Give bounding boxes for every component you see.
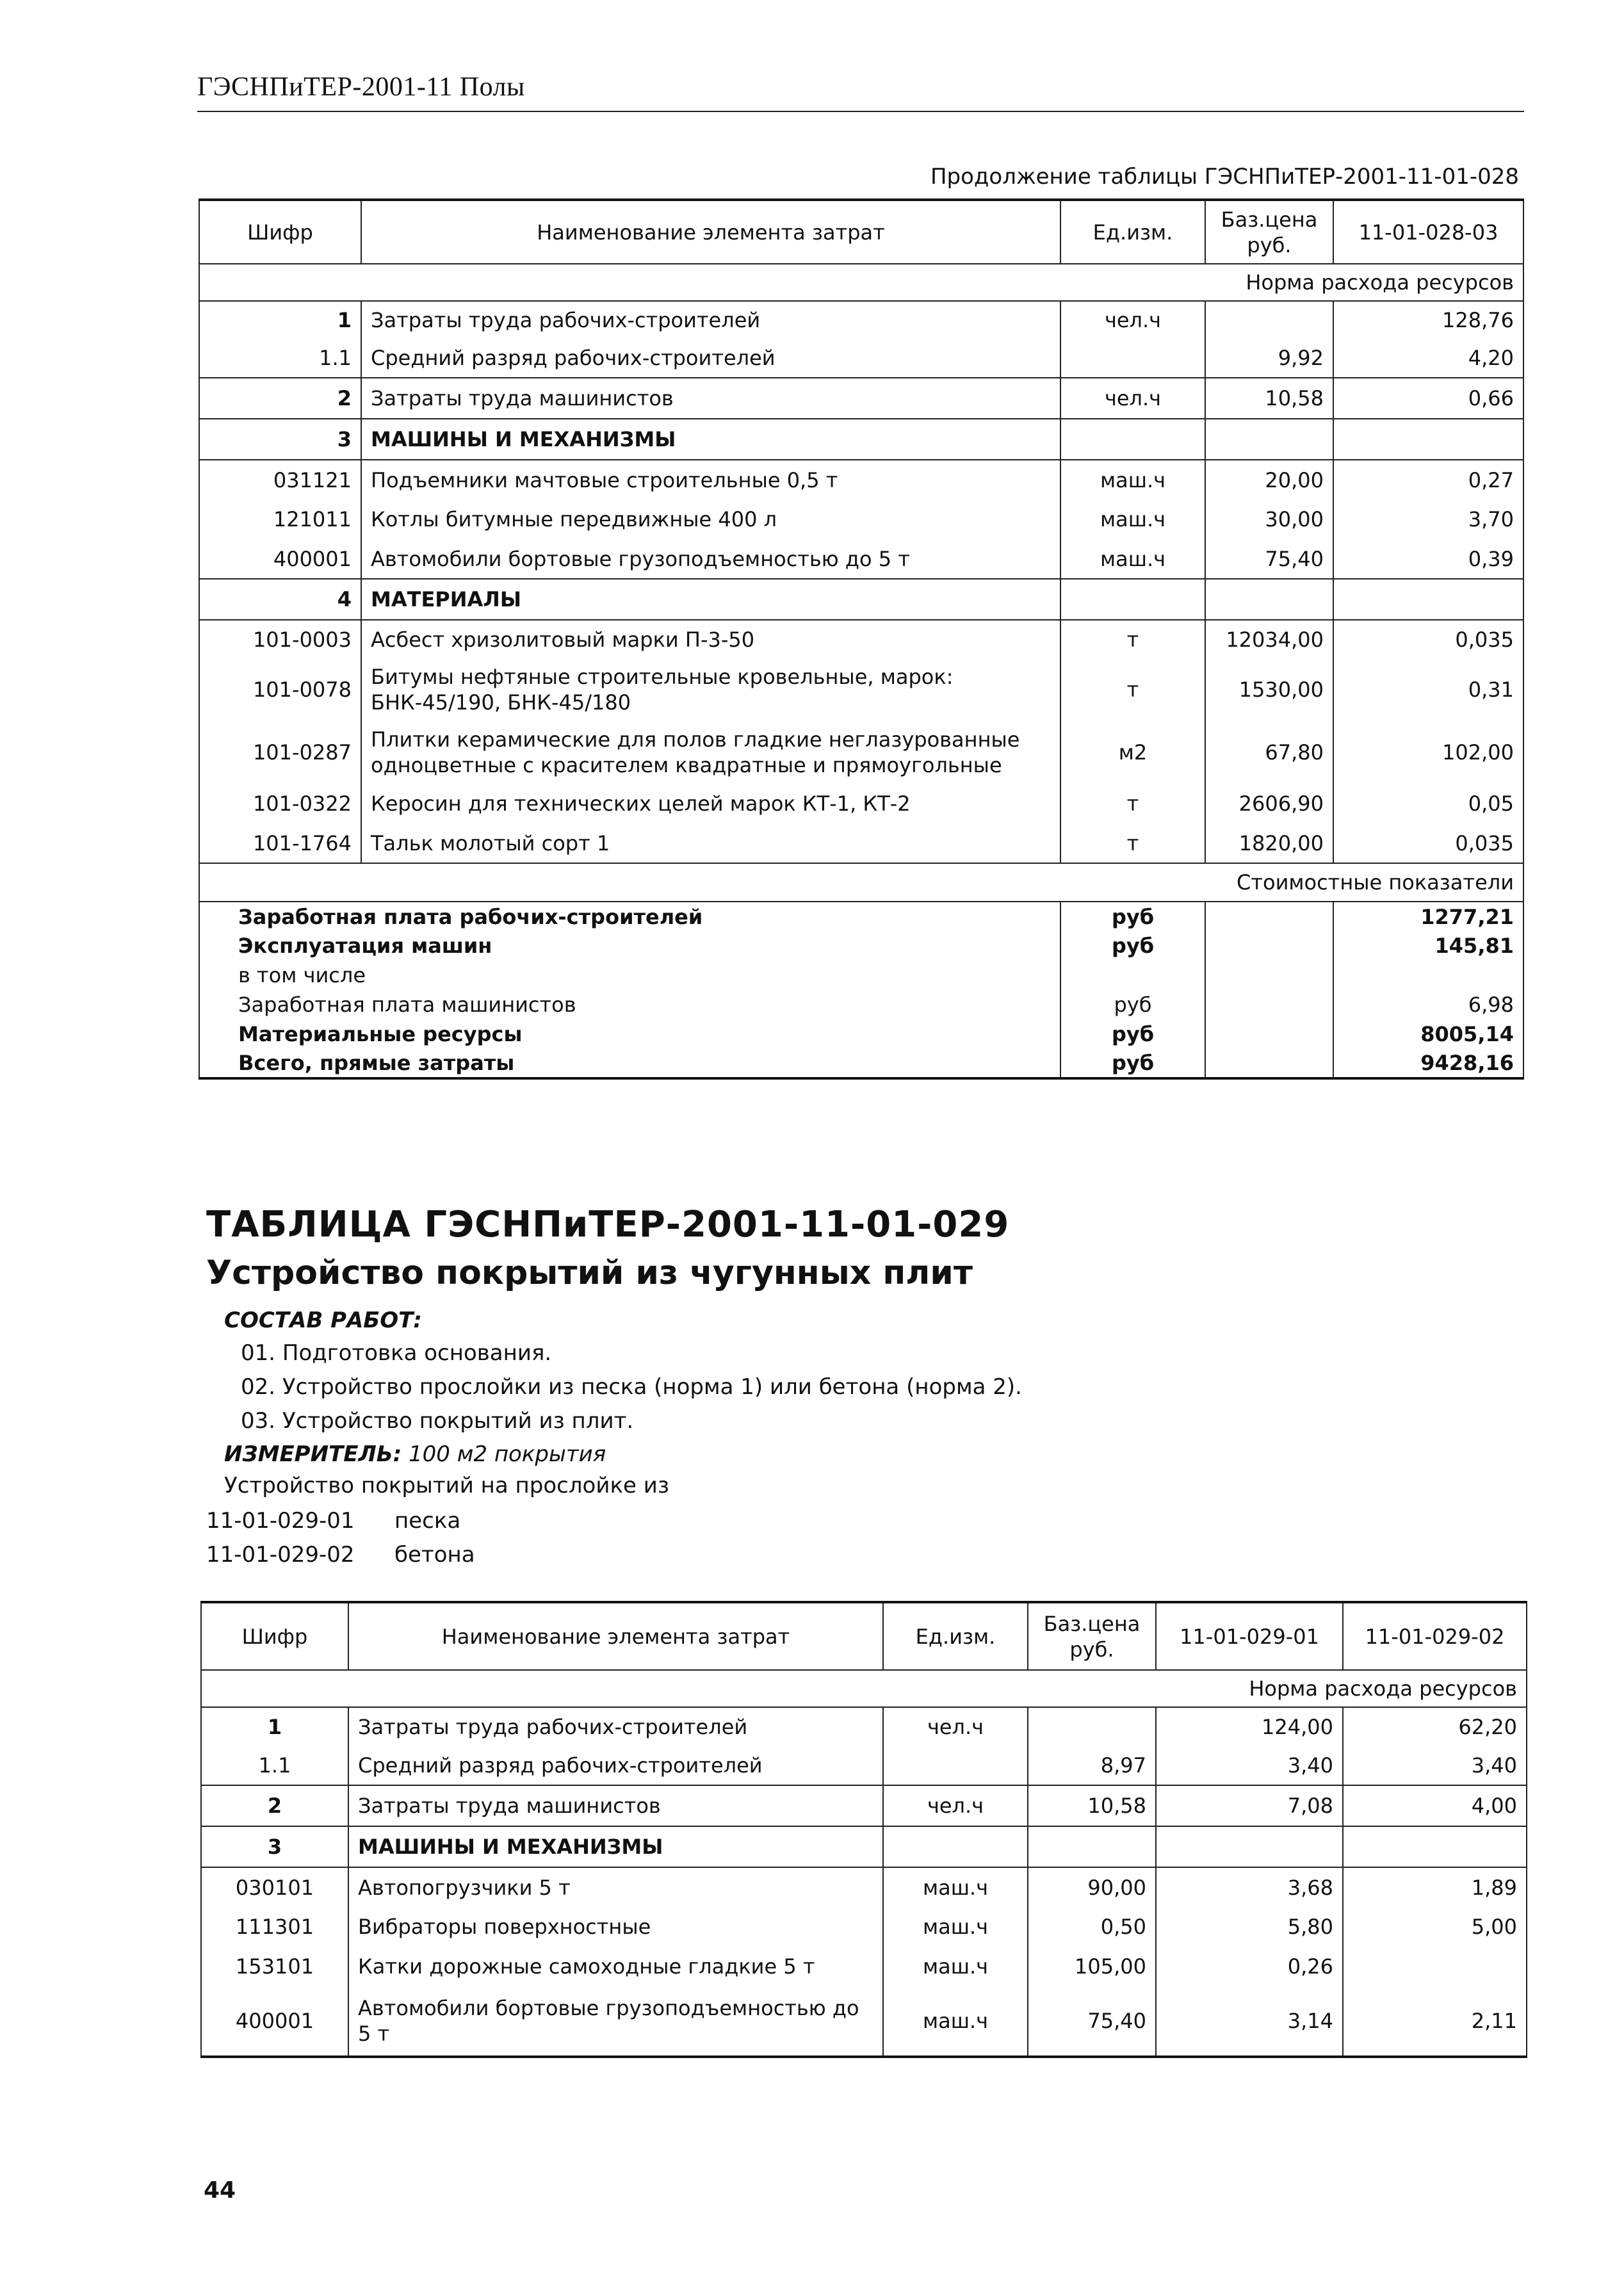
work-item: 01. Подготовка основания. xyxy=(241,1340,552,1366)
header-code: Шифр xyxy=(201,1602,348,1670)
row-code: 1.1 xyxy=(201,1746,348,1785)
cost-unit: руб xyxy=(1060,1019,1205,1049)
row-price: 10,58 xyxy=(1205,378,1333,419)
norm-caption-row xyxy=(201,1670,1527,1707)
table-title: ТАБЛИЦА ГЭСНПиТЕР-2001-11-01-029 xyxy=(206,1204,1010,1245)
cost-empty xyxy=(1205,1049,1333,1078)
page-number: 44 xyxy=(204,2177,236,2203)
row-name: Катки дорожные самоходные гладкие 5 т xyxy=(348,1947,883,1986)
row-price: 1820,00 xyxy=(1205,823,1333,863)
header-price: Баз.цена руб. xyxy=(1028,1602,1156,1670)
resource-table-029 xyxy=(200,1601,1527,2058)
cost-name: Заработная плата машинистов xyxy=(199,990,1060,1019)
table-row xyxy=(199,338,1523,378)
row-code: 111301 xyxy=(201,1907,348,1947)
row-norm-2: 2,11 xyxy=(1343,1986,1527,2057)
row-norm-1: 3,68 xyxy=(1156,1867,1343,1907)
meter-value: 100 м2 покрытия xyxy=(409,1441,606,1467)
row-norm: 0,66 xyxy=(1333,378,1523,419)
row-price xyxy=(1028,1826,1156,1867)
row-unit: чел.ч xyxy=(883,1707,1028,1746)
row-code: 1.1 xyxy=(199,338,361,378)
cost-name: в том числе xyxy=(199,961,1060,990)
row-name: Средний разряд рабочих-строителей xyxy=(348,1746,883,1785)
norm-caption-row xyxy=(199,264,1523,301)
row-price: 30,00 xyxy=(1205,499,1333,539)
row-code: 121011 xyxy=(199,499,361,539)
variant-code: 11-01-029-02 xyxy=(206,1542,355,1568)
cost-unit: руб xyxy=(1060,902,1205,931)
table-row xyxy=(199,658,1523,721)
row-norm: 0,035 xyxy=(1333,620,1523,658)
row-norm-2 xyxy=(1343,1947,1527,1986)
row-price: 9,92 xyxy=(1205,338,1333,378)
row-code: 2 xyxy=(199,378,361,419)
row-name: Подъемники мачтовые строительные 0,5 т xyxy=(361,460,1060,499)
row-norm-1: 5,80 xyxy=(1156,1907,1343,1947)
table-row xyxy=(199,419,1523,460)
meter-line xyxy=(224,1441,606,1467)
table-row xyxy=(201,1907,1527,1947)
variants-intro: Устройство покрытий на прослойке из xyxy=(224,1473,669,1498)
row-name: Тальк молотый сорт 1 xyxy=(361,823,1060,863)
cost-value: 145,81 xyxy=(1333,931,1523,961)
row-name: Плитки керамические для полов гладкие неглазурованные одноцветные с красителем квадратные и прямоугольные xyxy=(361,721,1060,784)
table-row xyxy=(199,721,1523,784)
row-name: Керосин для технических целей марок КТ-1, КТ-2 xyxy=(361,784,1060,823)
variant-code: 11-01-029-01 xyxy=(206,1508,355,1534)
row-code: 3 xyxy=(199,419,361,460)
table-row xyxy=(199,539,1523,579)
row-name: МАТЕРИАЛЫ xyxy=(361,579,1060,620)
row-norm-2: 62,20 xyxy=(1343,1707,1527,1746)
cost-row xyxy=(199,1019,1523,1049)
header-unit: Ед.изм. xyxy=(1060,200,1205,264)
cost-row xyxy=(199,990,1523,1019)
row-code: 1 xyxy=(201,1707,348,1746)
row-norm: 0,05 xyxy=(1333,784,1523,823)
header-name: Наименование элемента затрат xyxy=(348,1602,883,1670)
row-code: 101-0322 xyxy=(199,784,361,823)
header-code: Шифр xyxy=(199,200,361,264)
table-row xyxy=(199,579,1523,620)
table-header xyxy=(199,200,1523,264)
row-code: 101-1764 xyxy=(199,823,361,863)
work-item: 03. Устройство покрытий из плит. xyxy=(241,1408,634,1434)
row-unit: чел.ч xyxy=(1060,301,1205,338)
variant-label: бетона xyxy=(394,1542,475,1568)
row-unit: т xyxy=(1060,823,1205,863)
row-unit: маш.ч xyxy=(883,1907,1028,1947)
row-norm-1: 0,26 xyxy=(1156,1947,1343,1986)
row-unit: т xyxy=(1060,784,1205,823)
header-norm-code-1: 11-01-029-01 xyxy=(1156,1602,1343,1670)
cost-unit xyxy=(1060,961,1205,990)
cost-name: Заработная плата рабочих-строителей xyxy=(199,902,1060,931)
table-row xyxy=(199,499,1523,539)
row-unit: т xyxy=(1060,620,1205,658)
row-unit: чел.ч xyxy=(1060,378,1205,419)
row-unit xyxy=(1060,579,1205,620)
row-name: Затраты труда рабочих-строителей xyxy=(348,1707,883,1746)
page-header: ГЭСНПиТЕР-2001-11 Полы xyxy=(197,72,525,102)
row-norm-2: 5,00 xyxy=(1343,1907,1527,1947)
cost-unit: руб xyxy=(1060,990,1205,1019)
row-price: 1530,00 xyxy=(1205,658,1333,721)
row-price xyxy=(1028,1707,1156,1746)
header-name: Наименование элемента затрат xyxy=(361,200,1060,264)
table-row xyxy=(201,1986,1527,2057)
row-name: Битумы нефтяные строительные кровельные, марок: БНК-45/190, БНК-45/180 xyxy=(361,658,1060,721)
header-price: Баз.цена руб. xyxy=(1205,200,1333,264)
row-price: 0,50 xyxy=(1028,1907,1156,1947)
row-code: 1 xyxy=(199,301,361,338)
row-name: Автомобили бортовые грузоподъемностью до 5 т xyxy=(361,539,1060,579)
table-row xyxy=(201,1746,1527,1785)
cost-empty xyxy=(1205,990,1333,1019)
row-code: 101-0287 xyxy=(199,721,361,784)
row-unit: т xyxy=(1060,658,1205,721)
table-row xyxy=(199,378,1523,419)
cost-name: Эксплуатация машин xyxy=(199,931,1060,961)
row-norm: 102,00 xyxy=(1333,721,1523,784)
row-norm-2 xyxy=(1343,1826,1527,1867)
cost-empty xyxy=(1205,902,1333,931)
cost-row xyxy=(199,961,1523,990)
row-price: 12034,00 xyxy=(1205,620,1333,658)
row-unit xyxy=(1060,338,1205,378)
row-name: Вибраторы поверхностные xyxy=(348,1907,883,1947)
row-price xyxy=(1205,579,1333,620)
row-norm: 0,27 xyxy=(1333,460,1523,499)
row-unit: маш.ч xyxy=(883,1986,1028,2057)
row-price: 20,00 xyxy=(1205,460,1333,499)
cost-value: 9428,16 xyxy=(1333,1049,1523,1078)
row-price: 90,00 xyxy=(1028,1867,1156,1907)
row-norm: 3,70 xyxy=(1333,499,1523,539)
row-unit xyxy=(1060,419,1205,460)
row-code: 3 xyxy=(201,1826,348,1867)
row-price xyxy=(1205,301,1333,338)
table-header xyxy=(201,1602,1527,1670)
row-norm: 0,31 xyxy=(1333,658,1523,721)
row-name: Асбест хризолитовый марки П-3-50 xyxy=(361,620,1060,658)
table-row xyxy=(201,1867,1527,1907)
header-norm-code-2: 11-01-029-02 xyxy=(1343,1602,1527,1670)
table-row xyxy=(199,784,1523,823)
row-price xyxy=(1205,419,1333,460)
row-name: Затраты труда рабочих-строителей xyxy=(361,301,1060,338)
row-norm: 0,39 xyxy=(1333,539,1523,579)
row-code: 400001 xyxy=(199,539,361,579)
row-norm-2: 3,40 xyxy=(1343,1746,1527,1785)
row-name: Автомобили бортовые грузоподъемностью до 5 т xyxy=(348,1986,883,2057)
cost-value: 6,98 xyxy=(1333,990,1523,1019)
header-rule xyxy=(197,111,1524,112)
cost-unit: руб xyxy=(1060,1049,1205,1078)
row-code: 400001 xyxy=(201,1986,348,2057)
header-norm-code: 11-01-028-03 xyxy=(1333,200,1523,264)
row-price: 75,40 xyxy=(1028,1986,1156,2057)
table-row xyxy=(199,620,1523,658)
cost-unit: руб xyxy=(1060,931,1205,961)
row-name: Затраты труда машинистов xyxy=(348,1785,883,1826)
cost-empty xyxy=(1205,961,1333,990)
table-row xyxy=(201,1947,1527,1986)
row-price: 105,00 xyxy=(1028,1947,1156,1986)
row-norm-1: 3,40 xyxy=(1156,1746,1343,1785)
row-unit: чел.ч xyxy=(883,1785,1028,1826)
row-unit xyxy=(883,1826,1028,1867)
row-norm-1: 3,14 xyxy=(1156,1986,1343,2057)
cost-empty xyxy=(1205,1019,1333,1049)
table-row xyxy=(199,460,1523,499)
works-label: СОСТАВ РАБОТ: xyxy=(224,1308,422,1333)
row-code: 101-0078 xyxy=(199,658,361,721)
continuation-note: Продолжение таблицы ГЭСНПиТЕР-2001-11-01-028 xyxy=(930,164,1519,190)
row-name: Автопогрузчики 5 т xyxy=(348,1867,883,1907)
row-name: МАШИНЫ И МЕХАНИЗМЫ xyxy=(361,419,1060,460)
meter-label: ИЗМЕРИТЕЛЬ: xyxy=(224,1441,402,1467)
cost-row xyxy=(199,902,1523,931)
cost-name: Материальные ресурсы xyxy=(199,1019,1060,1049)
row-price: 8,97 xyxy=(1028,1746,1156,1785)
cost-row xyxy=(199,1049,1523,1078)
row-unit xyxy=(883,1746,1028,1785)
cost-caption-row xyxy=(199,863,1523,902)
row-code: 153101 xyxy=(201,1947,348,1986)
row-price: 2606,90 xyxy=(1205,784,1333,823)
cost-empty xyxy=(1205,931,1333,961)
row-code: 031121 xyxy=(199,460,361,499)
table-row xyxy=(201,1826,1527,1867)
cost-row xyxy=(199,931,1523,961)
work-item: 02. Устройство прослойки из песка (норма 1) или бетона (норма 2). xyxy=(241,1374,1022,1400)
cost-caption: Стоимостные показатели xyxy=(199,863,1523,902)
row-price: 67,80 xyxy=(1205,721,1333,784)
row-norm xyxy=(1333,419,1523,460)
row-unit: маш.ч xyxy=(883,1947,1028,1986)
row-name: МАШИНЫ И МЕХАНИЗМЫ xyxy=(348,1826,883,1867)
norm-caption: Норма расхода ресурсов xyxy=(199,264,1523,301)
row-norm-1 xyxy=(1156,1826,1343,1867)
row-code: 2 xyxy=(201,1785,348,1826)
row-norm-1: 7,08 xyxy=(1156,1785,1343,1826)
variant-label: песка xyxy=(394,1508,461,1534)
row-unit: м2 xyxy=(1060,721,1205,784)
row-norm-1: 124,00 xyxy=(1156,1707,1343,1746)
row-name: Котлы битумные передвижные 400 л xyxy=(361,499,1060,539)
row-unit: маш.ч xyxy=(1060,460,1205,499)
row-unit: маш.ч xyxy=(1060,539,1205,579)
row-norm-2: 4,00 xyxy=(1343,1785,1527,1826)
row-name: Средний разряд рабочих-строителей xyxy=(361,338,1060,378)
table-row xyxy=(201,1707,1527,1746)
table-row xyxy=(201,1785,1527,1826)
cost-name: Всего, прямые затраты xyxy=(199,1049,1060,1078)
header-unit: Ед.изм. xyxy=(883,1602,1028,1670)
cost-value xyxy=(1333,961,1523,990)
row-name: Затраты труда машинистов xyxy=(361,378,1060,419)
row-unit: маш.ч xyxy=(883,1867,1028,1907)
row-unit: маш.ч xyxy=(1060,499,1205,539)
row-code: 4 xyxy=(199,579,361,620)
table-row xyxy=(199,301,1523,338)
row-price: 10,58 xyxy=(1028,1785,1156,1826)
norm-caption: Норма расхода ресурсов xyxy=(201,1670,1527,1707)
row-norm xyxy=(1333,579,1523,620)
cost-value: 1277,21 xyxy=(1333,902,1523,931)
row-norm: 128,76 xyxy=(1333,301,1523,338)
table-row xyxy=(199,823,1523,863)
row-code: 101-0003 xyxy=(199,620,361,658)
row-norm-2: 1,89 xyxy=(1343,1867,1527,1907)
row-norm: 4,20 xyxy=(1333,338,1523,378)
cost-value: 8005,14 xyxy=(1333,1019,1523,1049)
row-code: 030101 xyxy=(201,1867,348,1907)
resource-table-028 xyxy=(199,199,1524,1080)
row-price: 75,40 xyxy=(1205,539,1333,579)
row-norm: 0,035 xyxy=(1333,823,1523,863)
table-subtitle: Устройство покрытий из чугунных плит xyxy=(206,1254,973,1292)
